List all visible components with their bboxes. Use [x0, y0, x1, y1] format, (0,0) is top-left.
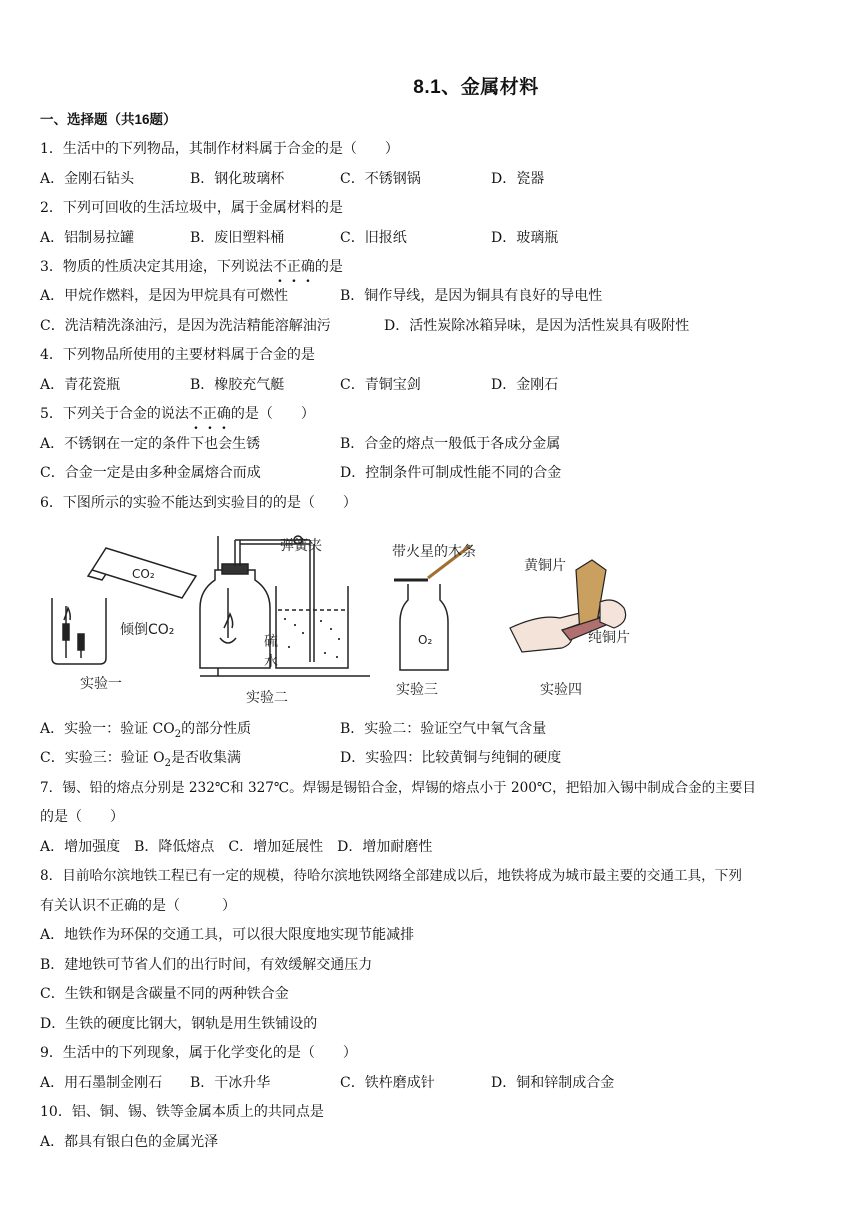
q8-option-c: C．生铁和钢是含碳量不同的两种铁合金 [40, 986, 289, 1002]
q3-stem-post: 的是 [314, 259, 343, 275]
q6-option-c [40, 748, 241, 774]
q3-option-a: A．甲烷作燃料，是因为甲烷具有可燃性 [40, 288, 289, 304]
o2-label: O₂ [418, 633, 433, 647]
q6-c-text: C．实验三：验证 O [40, 750, 165, 766]
q5-emphasis-3: 确 [216, 406, 231, 422]
q6-c-subscript: 2 [164, 757, 172, 769]
q8-option-d: D．生铁的硬度比钢大，钢轨是用生铁铺设的 [40, 1016, 318, 1032]
question-8-stem-line-2: 有关认识不正确的是（ ） [40, 898, 236, 914]
question-7-stem-line-2: 的是（ ） [40, 809, 124, 825]
q5-emphasis-2: 正 [202, 406, 217, 422]
q1-option-d: D．瓷器 [491, 171, 545, 187]
q9-option-d: D．铜和锌制成合金 [491, 1075, 615, 1091]
q3-emphasis-2: 正 [286, 259, 301, 275]
q10-option-a: A．都具有银白色的金属光泽 [40, 1134, 219, 1150]
q4-option-c: C．青铜宝剑 [340, 377, 421, 393]
q6-option-b: B．实验二：验证空气中氧气含量 [340, 721, 547, 737]
experiment-3-caption: 实验三 [396, 682, 438, 698]
brass-label: 黄铜片 [524, 558, 566, 574]
question-10-stem: 10．铝、铜、锡、铁等金属本质上的共同点是 [40, 1104, 324, 1120]
q3-emphasis-3: 确 [300, 259, 315, 275]
question-4-stem: 4．下列物品所使用的主要材料属于合金的是 [40, 347, 315, 363]
question-6-stem: 6．下图所示的实验不能达到实验目的的是（ ） [40, 495, 357, 511]
q5-stem-pre: 5．下列关于合金的说法 [40, 406, 189, 422]
pure-copper-label: 纯铜片 [588, 630, 630, 646]
question-3-stem [40, 257, 343, 277]
q6-a-subscript: 2 [174, 728, 182, 740]
q6-a-text-end: 的部分性质 [181, 721, 252, 737]
q5-option-b: B．合金的熔点一般低于各成分金属 [340, 436, 561, 452]
experiment-1-caption: 实验一 [80, 676, 122, 692]
q5-option-d: D．控制条件可制成性能不同的合金 [340, 465, 562, 481]
q2-option-b: B．废旧塑料桶 [190, 230, 285, 246]
q5-option-c: C．合金一定是由多种金属熔合而成 [40, 465, 261, 481]
experiment-figure [40, 528, 820, 708]
q2-option-a: A．铝制易拉罐 [40, 230, 135, 246]
experiment-3-illustration [394, 546, 470, 670]
q2-option-c: C．旧报纸 [340, 230, 407, 246]
q7-options: A．增加强度 B．降低熔点 C．增加延展性 D．增加耐磨性 [40, 839, 433, 855]
q9-option-c: C．铁杵磨成针 [340, 1075, 435, 1091]
sulfur-label: 硫 [264, 634, 278, 650]
q3-stem-pre: 3．物质的性质决定其用途，下列说法 [40, 259, 273, 275]
q2-option-d: D．玻璃瓶 [491, 230, 559, 246]
q3-emphasis-1: 不 [272, 259, 287, 275]
q1-option-a: A．金刚石钻头 [40, 171, 135, 187]
q6-option-a [40, 719, 251, 745]
q9-option-b: B．干冰升华 [190, 1075, 271, 1091]
q6-a-text: A．实验一：验证 CO [40, 721, 175, 737]
glowing-stick-label: 带火星的木条 [392, 544, 476, 560]
q5-stem-post: 的是（ ） [230, 406, 315, 422]
q8-option-a: A．地铁作为环保的交通工具，可以很大限度地实现节能减排 [40, 927, 415, 943]
experiment-1-illustration [52, 548, 196, 664]
q4-option-b: B．橡胶充气艇 [190, 377, 285, 393]
pour-co2-label: 倾倒CO₂ [120, 622, 175, 638]
question-2-stem: 2．下列可回收的生活垃圾中，属于金属材料的是 [40, 200, 343, 216]
q6-option-d: D．实验四：比较黄铜与纯铜的硬度 [340, 750, 562, 766]
q4-option-a: A．青花瓷瓶 [40, 377, 121, 393]
q8-option-b: B．建地铁可节省人们的出行时间，有效缓解交通压力 [40, 957, 373, 973]
q3-option-d: D．活性炭除冰箱异味，是因为活性炭具有吸附性 [384, 318, 690, 334]
water-pattern [284, 618, 340, 658]
experiment-4-caption: 实验四 [540, 682, 582, 698]
question-1-stem: 1．生活中的下列物品，其制作材料属于合金的是（ ） [40, 141, 399, 157]
question-9-stem: 9．生活中的下列现象，属于化学变化的是（ ） [40, 1045, 357, 1061]
q6-c-text-end: 是否收集满 [171, 750, 242, 766]
q3-option-c: C．洗洁精洗涤油污，是因为洗洁精能溶解油污 [40, 318, 331, 334]
q5-option-a: A．不锈钢在一定的条件下也会生锈 [40, 436, 261, 452]
section-heading: 一、选择题（共16题） [40, 112, 177, 127]
q4-option-d: D．金刚石 [491, 377, 559, 393]
question-8-stem-line-1: 8．目前哈尔滨地铁工程已有一定的规模，待哈尔滨地铁网络全部建成以后，地铁将成为城市最主要的交通工具，下列 [40, 868, 742, 884]
page-title: 8.1、金属材料 [413, 77, 539, 98]
q1-option-c: C．不锈钢锅 [340, 171, 421, 187]
q1-option-b: B．钢化玻璃杯 [190, 171, 285, 187]
question-7-stem-line-1: 7．锡、铅的熔点分别是 232℃和 327℃。焊锡是锡铅合金，焊锡的熔点小于 200℃，把铅加入锡中制成合金的主要目 [40, 780, 757, 796]
co2-bottle-label: CO₂ [132, 567, 155, 581]
water-label: 水 [264, 654, 278, 670]
question-5-stem [40, 404, 315, 424]
q5-emphasis-1: 不 [188, 406, 203, 422]
experiment-2-illustration [200, 536, 370, 676]
experiment-2-caption: 实验二 [246, 690, 288, 706]
q9-option-a: A．用石墨制金刚石 [40, 1075, 163, 1091]
q3-option-b: B．铜作导线，是因为铜具有良好的导电性 [340, 288, 603, 304]
spring-clamp-label: 弹簧夹 [280, 538, 322, 554]
